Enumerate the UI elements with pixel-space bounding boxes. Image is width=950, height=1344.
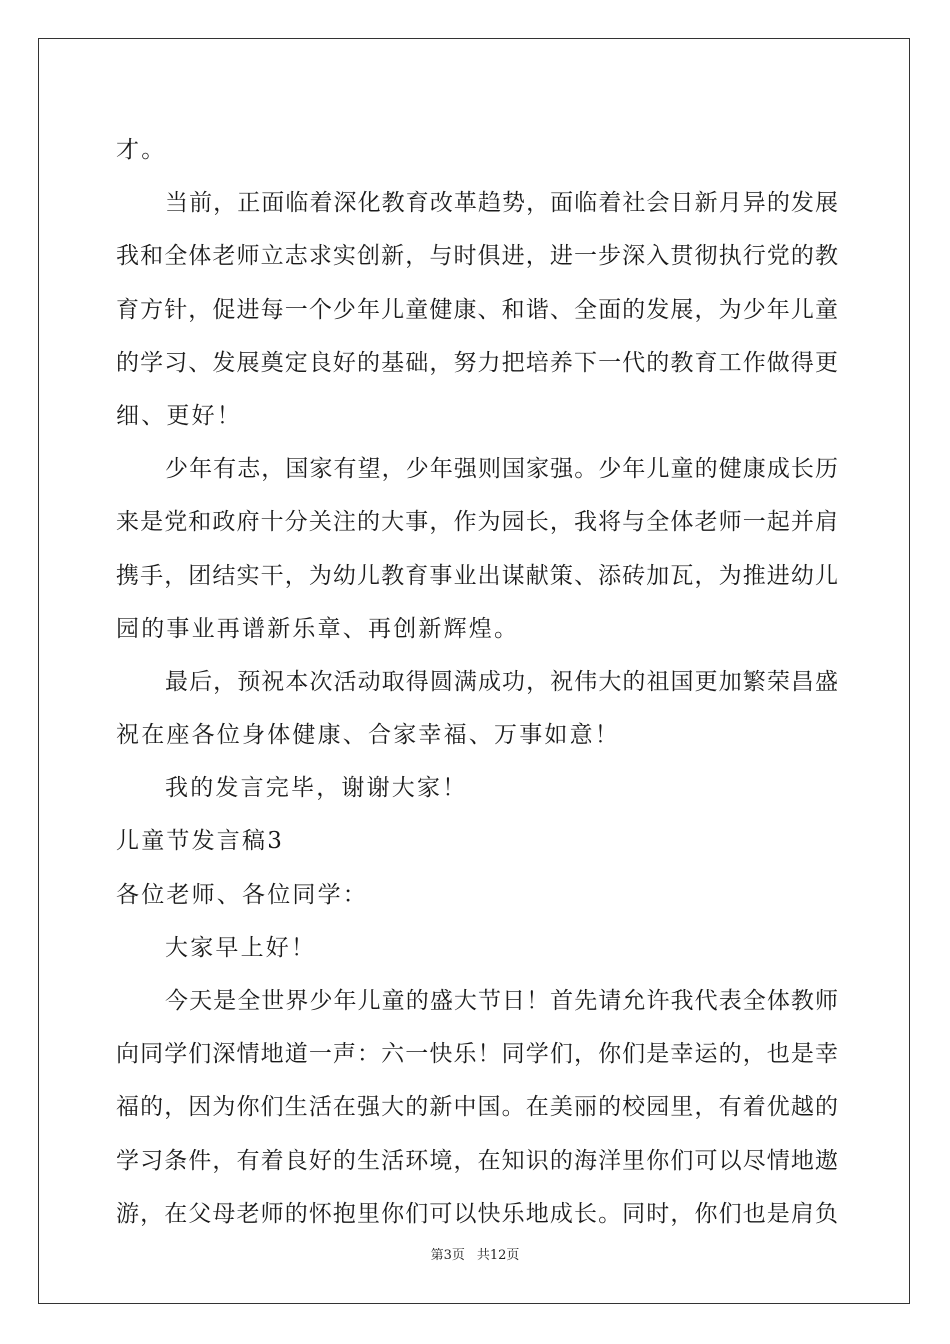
text-line: 携手，团结实干，为幼儿教育事业出谋献策、添砖加瓦，为推进幼儿 (116, 562, 838, 589)
text-line: 学习条件，有着良好的生活环境，在知识的海洋里你们可以尽情地遨 (116, 1147, 838, 1174)
text-line: 祝在座各位身体健康、合家幸福、万事如意！ (116, 722, 620, 749)
text-line: 我和全体老师立志求实创新，与时俱进，进一步深入贯彻执行党的教 (116, 243, 838, 270)
text-line: 园的事业再谱新乐章、再创新辉煌。 (116, 615, 520, 642)
text-line: 育方针，促进每一个少年儿童健康、和谐、全面的发展，为少年儿童 (116, 296, 838, 323)
greeting: 大家早上好！ (165, 934, 317, 961)
text-line: 我的发言完毕，谢谢大家！ (165, 775, 468, 802)
text-line: 游，在父母老师的怀抱里你们可以快乐地成长。同时，你们也是肩负 (116, 1200, 838, 1227)
text-line: 福的，因为你们生活在强大的新中国。在美丽的校园里，有着优越的 (116, 1094, 838, 1121)
text-line: 才。 (116, 137, 167, 163)
document-body (116, 124, 838, 1241)
text-line: 来是党和政府十分关注的大事，作为园长，我将与全体老师一起并肩 (116, 509, 838, 536)
text-line: 向同学们深情地道一声：六一快乐！同学们，你们是幸运的，也是幸 (116, 1041, 838, 1068)
text-line: 的学习、发展奠定良好的基础，努力把培养下一代的教育工作做得更 (116, 349, 838, 376)
text-line: 细、更好！ (116, 402, 242, 429)
text-line: 少年有志，国家有望，少年强则国家强。少年儿童的健康成长历 (165, 456, 838, 483)
text-line: 最后，预祝本次活动取得圆满成功，祝伟大的祖国更加繁荣昌盛 (165, 668, 838, 695)
section-heading: 儿童节发言稿3 (116, 828, 285, 855)
text-line: 当前，正面临着深化教育改革趋势，面临着社会日新月异的发展 (165, 190, 838, 217)
page-number: 第3页 (430, 1248, 465, 1263)
salutation: 各位老师、各位同学： (116, 881, 368, 908)
page-total: 共12页 (476, 1248, 520, 1263)
page-footer (0, 1247, 950, 1265)
text-line: 今天是全世界少年儿童的盛大节日！首先请允许我代表全体教师 (165, 988, 838, 1014)
